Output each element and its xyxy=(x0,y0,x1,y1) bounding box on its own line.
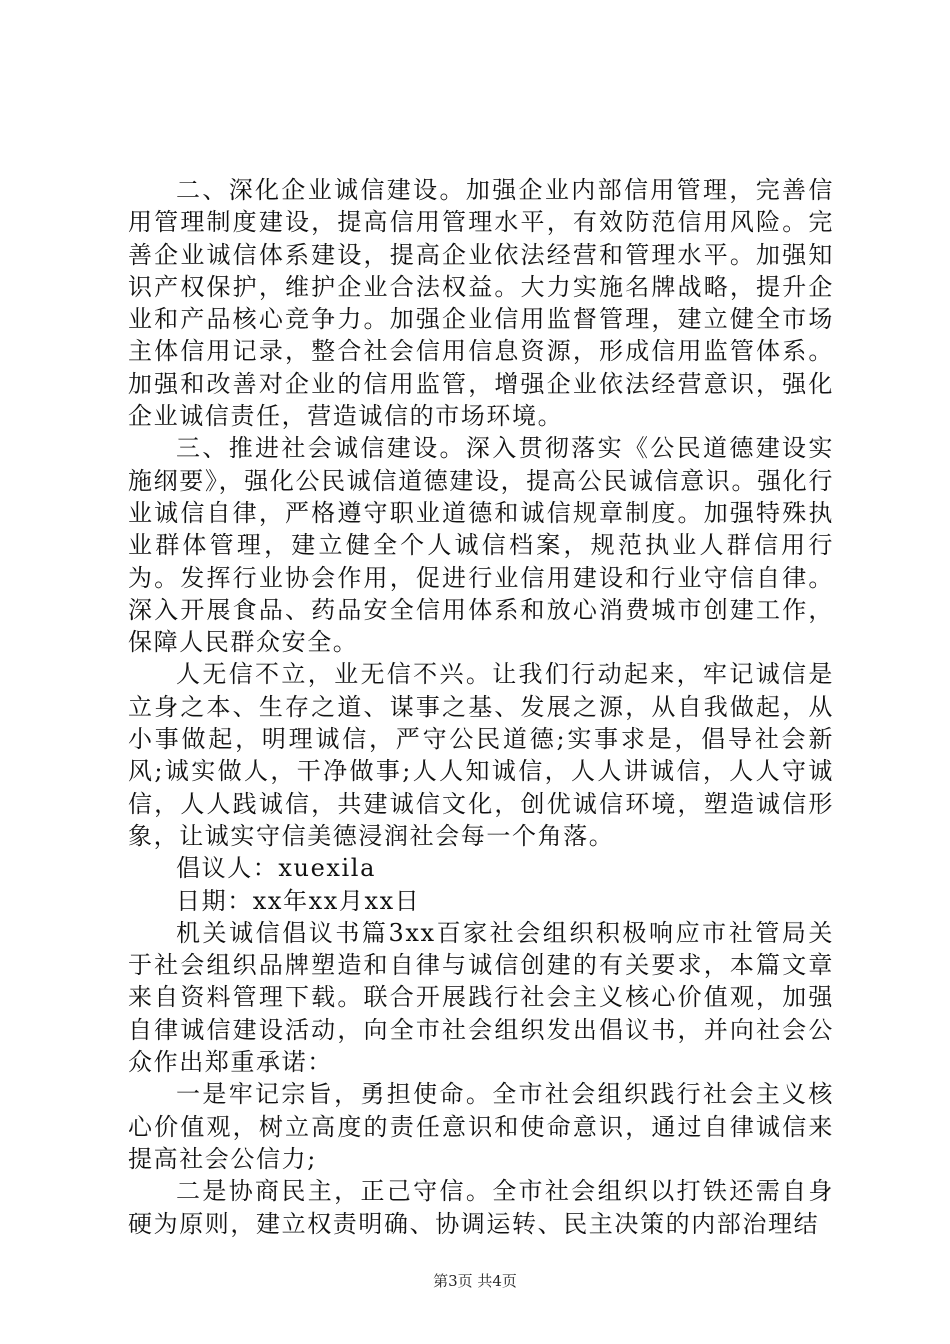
paragraph-call-to-action: 人无信不立，业无信不兴。让我们行动起来，牢记诚信是立身之本、生存之道、谋事之基、发展之源，从自我做起，从小事做起，明理诚信，严守公民道德;实事求是，倡导社会新风;诚实做人，干净做事;人人知诚信，人人讲诚信，人人守诚信，人人践诚信，共建诚信文化，创优诚信环境，塑造诚信形象，让诚实守信美德浸润社会每一个角落。 xyxy=(128,660,834,850)
paragraph-initiator: 倡议人：xuexila xyxy=(176,854,376,883)
page-number-footer: 第3页 共4页 xyxy=(433,1272,517,1290)
document-body xyxy=(128,174,834,1240)
paragraph-proposal-intro: 机关诚信倡议书篇3xx百家社会组织积极响应市社管局关于社会组织品牌塑造和自律与诚信创建的有关要求，本篇文章来自资料管理下载。联合开展践行社会主义核心价值观，加强自律诚信建设活动，向全市社会组织发出倡议书，并向社会公众作出郑重承诺： xyxy=(128,918,834,1077)
paragraph-date: 日期：xx年xx月xx日 xyxy=(176,886,421,915)
paragraph-commitment-two: 二是协商民主，正己守信。全市社会组织以打铁还需自身硬为原则，建立权责明确、协调运转、民主决策的内部治理结 xyxy=(128,1177,834,1238)
paragraph-commitment-one: 一是牢记宗旨，勇担使命。全市社会组织践行社会主义核心价值观，树立高度的责任意识和使命意识，通过自律诚信来提高社会公信力; xyxy=(128,1080,834,1173)
paragraph-social-integrity: 三、推进社会诚信建设。深入贯彻落实《公民道德建设实施纲要》，强化公民诚信道德建设，提高公民诚信意识。强化行业诚信自律，严格遵守职业道德和诚信规章制度。加强特殊执业群体管理，建立健全个人诚信档案，规范执业人群信用行为。发挥行业协会作用，促进行业信用建设和行业守信自律。深入开展食品、药品安全信用体系和放心消费城市创建工作，保障人民群众安全。 xyxy=(128,434,834,657)
paragraph-enterprise-integrity: 二、深化企业诚信建设。加强企业内部信用管理，完善信用管理制度建设，提高信用管理水平，有效防范信用风险。完善企业诚信体系建设，提高企业依法经营和管理水平。加强知识产权保护，维护企业合法权益。大力实施名牌战略，提升企业和产品核心竞争力。加强企业信用监督管理，建立健全市场主体信用记录，整合社会信用信息资源，形成信用监管体系。加强和改善对企业的信用监管，增强企业依法经营意识，强化企业诚信责任，营造诚信的市场环境。 xyxy=(128,176,834,431)
